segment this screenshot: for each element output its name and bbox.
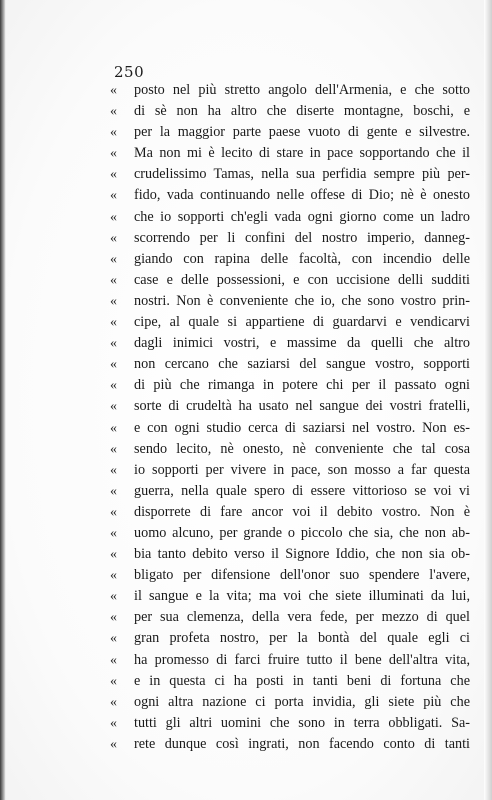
text-line <box>110 692 470 713</box>
line-text: bia tanto debito verso il Signore Iddio, che non sia ob- <box>134 546 470 563</box>
line-text: e in questa ci ha posti in tanti beni di fortuna che <box>134 672 470 689</box>
line-text: che io sopporti ch'egli vada ogni giorno come un ladro <box>134 208 470 225</box>
quote-mark: « <box>110 483 117 499</box>
quote-mark: « <box>110 589 117 605</box>
line-text: sendo lecito, nè onesto, nè conveniente che tal cosa <box>134 440 470 457</box>
quote-mark: « <box>110 736 117 752</box>
text-line <box>110 143 470 164</box>
quote-mark: « <box>110 673 117 689</box>
quote-mark: « <box>110 420 117 436</box>
line-text: di più che rimanga in potere chi per il passato ogni <box>134 377 470 394</box>
text-line <box>110 228 470 249</box>
text-line <box>110 481 470 502</box>
text-line <box>110 249 470 270</box>
quote-mark: « <box>110 357 117 373</box>
quote-mark: « <box>110 504 117 520</box>
line-text: Ma non mi è lecito di stare in pace sopportando che il <box>134 145 470 162</box>
quote-mark: « <box>110 378 117 394</box>
text-line <box>110 101 470 122</box>
scan-binding-edge <box>0 0 6 800</box>
quote-mark: « <box>110 715 117 731</box>
line-text: ha promesso di farci fruire tutto il bene dell'altra vita, <box>134 651 470 668</box>
quote-mark: « <box>110 568 117 584</box>
text-line <box>110 439 470 460</box>
line-text: guerra, nella quale spero di essere vittorioso se voi vi <box>134 482 470 499</box>
text-line <box>110 544 470 565</box>
line-text: cipe, al quale si appartiene di guardarvi e vendicarvi <box>134 314 470 331</box>
line-text: ogni altra nazione ci porta invidia, gli siete più che <box>134 693 470 710</box>
line-text: giando con rapina delle facoltà, con incendio delle <box>134 250 470 267</box>
quote-mark: « <box>110 272 117 288</box>
line-text: bligato per difensione dell'onor suo spendere l'avere, <box>134 567 470 584</box>
line-text: il sangue e la vita; ma voi che siete illuminati da lui, <box>134 588 470 605</box>
quote-mark: « <box>110 652 117 668</box>
quote-mark: « <box>110 631 117 647</box>
text-line <box>110 270 470 291</box>
text-line <box>110 671 470 692</box>
line-text: e con ogni studio cerca di saziarsi nel vostro. Non es- <box>134 419 470 436</box>
quote-mark: « <box>110 104 117 120</box>
line-text: gran profeta nostro, per la bontà del quale egli ci <box>134 630 470 647</box>
line-text: crudelissimo Tamas, nella sua perfidia sempre più per- <box>134 166 470 183</box>
page-number: 250 <box>114 63 145 81</box>
line-text: di sè non ha altro che diserte montagne, boschi, e <box>134 103 470 120</box>
text-line <box>110 607 470 628</box>
quote-mark: « <box>110 230 117 246</box>
text-line <box>110 375 470 396</box>
quote-mark: « <box>110 336 117 352</box>
line-text: case e delle possessioni, e con uccisione delli sudditi <box>134 271 470 288</box>
text-line <box>110 713 470 734</box>
text-line <box>110 333 470 354</box>
text-block <box>110 80 470 755</box>
quote-mark: « <box>110 167 117 183</box>
scan-page-edge <box>484 0 492 800</box>
text-line <box>110 291 470 312</box>
quote-mark: « <box>110 125 117 141</box>
line-text: rete dunque così ingrati, non facendo conto di tanti <box>134 735 470 752</box>
text-line <box>110 312 470 333</box>
quote-mark: « <box>110 315 117 331</box>
text-line <box>110 734 470 755</box>
line-text: fido, vada continuando nelle offese di Dio; nè è onesto <box>134 187 470 204</box>
text-line <box>110 502 470 523</box>
line-text: per la maggior parte paese vuoto di gente e silvestre. <box>134 124 470 141</box>
quote-mark: « <box>110 83 117 98</box>
quote-mark: « <box>110 610 117 626</box>
text-line <box>110 207 470 228</box>
quote-mark: « <box>110 547 117 563</box>
quote-mark: « <box>110 209 117 225</box>
text-line <box>110 122 470 143</box>
line-text: nostri. Non è conveniente che io, che sono vostro prin- <box>134 292 470 309</box>
line-text: scorrendo per li confini del nostro imperio, danneg- <box>134 229 470 246</box>
line-text: uomo alcuno, per grande o piccolo che sia, che non ab- <box>134 524 470 541</box>
quote-mark: « <box>110 525 117 541</box>
line-text: dagli inimici vostri, e massime da quelli che altro <box>134 335 470 352</box>
quote-mark: « <box>110 146 117 162</box>
text-line <box>110 185 470 206</box>
text-line <box>110 396 470 417</box>
quote-mark: « <box>110 441 117 457</box>
text-line <box>110 460 470 481</box>
line-text: per sua clemenza, della vera fede, per mezzo di quel <box>134 609 470 626</box>
text-line <box>110 354 470 375</box>
text-line <box>110 523 470 544</box>
text-line <box>110 586 470 607</box>
text-line <box>110 418 470 439</box>
text-line <box>110 565 470 586</box>
line-text: disporrete di fare ancor voi il debito vostro. Non è <box>134 503 470 520</box>
text-line <box>110 80 470 101</box>
text-line <box>110 628 470 649</box>
line-text: io sopporti per vivere in pace, son mosso a far questa <box>134 461 470 478</box>
quote-mark: « <box>110 293 117 309</box>
quote-mark: « <box>110 462 117 478</box>
line-text: posto nel più stretto angolo dell'Armenia, e che sotto <box>134 82 470 98</box>
quote-mark: « <box>110 251 117 267</box>
quote-mark: « <box>110 694 117 710</box>
quote-mark: « <box>110 188 117 204</box>
text-line <box>110 650 470 671</box>
line-text: tutti gli altri uomini che sono in terra obbligati. Sa- <box>134 714 470 731</box>
quote-mark: « <box>110 399 117 415</box>
line-text: sorte di crudeltà ha usato nel sangue dei vostri fratelli, <box>134 398 470 415</box>
line-text: non cercano che saziarsi del sangue vostro, sopporti <box>134 356 470 373</box>
text-line <box>110 164 470 185</box>
